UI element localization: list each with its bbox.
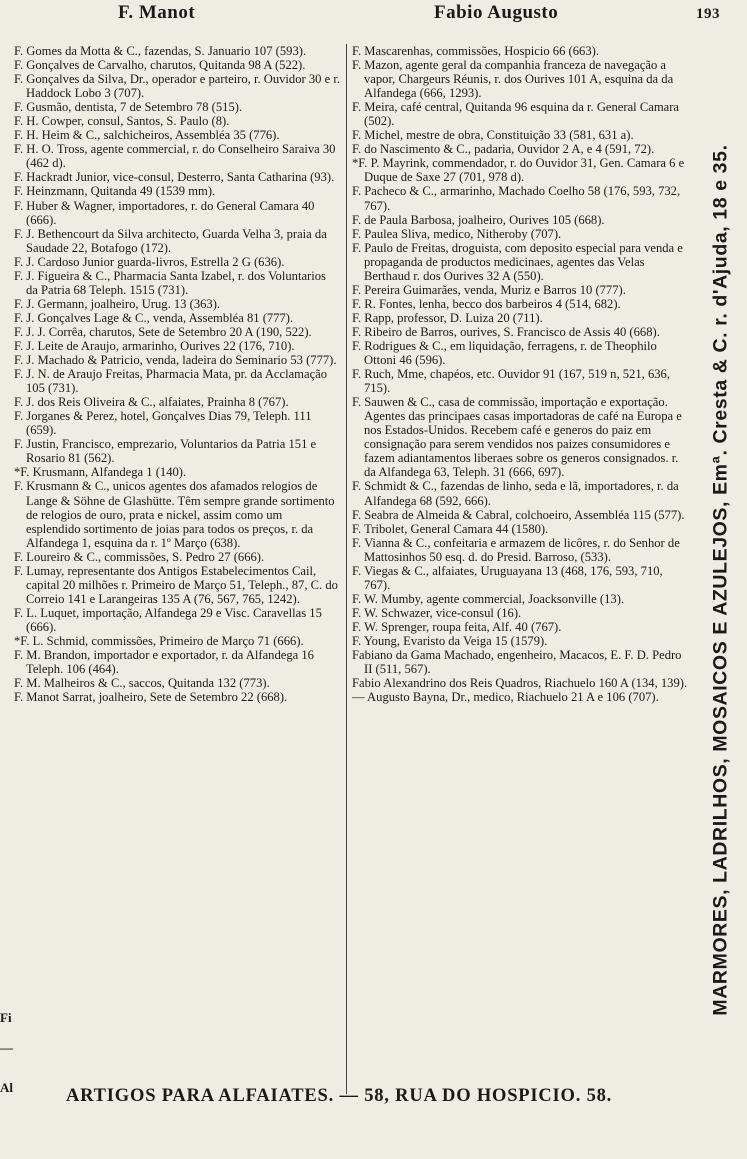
directory-entry: *F. P. Mayrink, commendador, r. do Ouvidor 31, Gen. Camara 6 e Duque de Saxe 27 (701, 978 d). bbox=[352, 156, 685, 185]
directory-entry: F. J. Machado & Patricio, venda, ladeira do Seminario 53 (777). bbox=[14, 353, 337, 368]
directory-entry: F. M. Malheiros & C., saccos, Quitanda 132 (773). bbox=[14, 676, 270, 691]
directory-entry: F. R. Fontes, lenha, becco dos barbeiros 4 (514, 682). bbox=[352, 296, 621, 311]
directory-entry: F. J. Cardoso Junior guarda-livros, Estrella 2 G (636). bbox=[14, 254, 285, 269]
directory-entry: *F. L. Schmid, commissões, Primeiro de Março 71 (666). bbox=[14, 633, 304, 648]
directory-entry: F. do Nascimento & C., padaria, Ouvidor 2 A, e 4 (591, 72). bbox=[352, 142, 655, 157]
directory-entry: F. Gonçalves de Carvalho, charutos, Quitanda 98 A (522). bbox=[14, 58, 306, 73]
directory-entry: F. Tribolet, General Camara 44 (1580). bbox=[352, 521, 549, 536]
directory-entry: F. Schmidt & C., fazendas de linho, seda e lã, importadores, r. da Alfandega 68 (592, 666). bbox=[352, 479, 679, 508]
directory-entry: F. Loureiro & C., commissões, S. Pedro 27 (666). bbox=[14, 549, 265, 564]
page-number: 193 bbox=[696, 6, 720, 22]
directory-entry: F. Mazon, agente geral da companhia franceza de navegação a vapor, Chargeurs Réunis, r. dos Ourives 101 A, esquina da da Alfandega (666, 1293). bbox=[352, 58, 674, 101]
directory-entry: F. Manot Sarrat, joalheiro, Sete de Setembro 22 (668). bbox=[14, 690, 288, 705]
directory-entry: F. J. dos Reis Oliveira & C., alfaiates, Prainha 8 (767). bbox=[14, 395, 289, 410]
directory-entry: F. H. Cowper, consul, Santos, S. Paulo (8). bbox=[14, 114, 230, 129]
directory-entry: F. L. Luquet, importação, Alfandega 29 e Visc. Caravellas 15 (666). bbox=[14, 605, 322, 634]
directory-entry: F. de Paula Barbosa, joalheiro, Ourives 105 (668). bbox=[352, 212, 605, 227]
directory-entry: F. Ribeiro de Barros, ourives, S. Francisco de Assis 40 (668). bbox=[352, 324, 660, 339]
directory-entry: F. Mascarenhas, commissões, Hospicio 66 (663). bbox=[352, 44, 599, 58]
directory-entry: F. Huber & Wagner, importadores, r. do General Camara 40 (666). bbox=[14, 198, 315, 227]
directory-entry: F. J. J. Corrêa, charutos, Sete de Setembro 20 A (190, 522). bbox=[14, 324, 312, 339]
directory-entry: F. H. Heim & C., salchicheiros, Assembléa 35 (776). bbox=[14, 128, 280, 143]
directory-entry: F. Meira, café central, Quitanda 96 esquina da r. General Camara (502). bbox=[352, 100, 679, 129]
side-advert-column bbox=[703, 60, 739, 1100]
directory-entry: F. M. Brandon, importador e exportador, r. da Alfandega 16 Teleph. 106 (464). bbox=[14, 648, 314, 677]
directory-entry: F. W. Sprenger, roupa feita, Alf. 40 (767). bbox=[352, 619, 562, 634]
directory-entry: F. Hackradt Junior, vice-consul, Desterro, Santa Catharina (93). bbox=[14, 170, 335, 185]
directory-entry: F. Seabra de Almeida & Cabral, colchoeiro, Assembléa 115 (577). bbox=[352, 507, 685, 522]
directory-entry: F. Pacheco & C., armarinho, Machado Coelho 58 (176, 593, 732, 767). bbox=[352, 184, 681, 213]
directory-entry: F. Rodrigues & C., em liquidação, ferragens, r. de Theophilo Ottoni 46 (596). bbox=[352, 338, 657, 368]
side-advert: MARMORES, LADRILHOS, MOSAICOS E AZULEJOS, Emª. Cresta & C. r. d'Ajuda, 18 e 35. bbox=[709, 144, 732, 1016]
directory-entry: F. J. N. de Araujo Freitas, Pharmacia Mata, pr. da Acclamação 105 (731). bbox=[14, 367, 328, 396]
directory-entry: F. Gusmão, dentista, 7 de Setembro 78 (515). bbox=[14, 100, 243, 115]
right-column bbox=[352, 44, 692, 704]
directory-entry: F. Justin, Francisco, emprezario, Voluntarios da Patria 151 e Rosario 81 (562). bbox=[14, 437, 317, 466]
directory-entry: — Augusto Bayna, Dr., medico, Riachuelo 21 A e 106 (707). bbox=[352, 690, 659, 705]
directory-entry: F. Ruch, Mme, chapéos, etc. Ouvidor 91 (167, 519 n, 521, 636, 715). bbox=[352, 367, 670, 396]
directory-entry: F. Heinzmann, Quitanda 49 (1539 mm). bbox=[14, 184, 216, 199]
directory-entry: F. Krusmann & C., unicos agentes dos afamados relogios de Lange & Söhne de Glashütte. Têm sempre grande sortimento de relogios de ouro, prata e nickel, assim como um esplendido sortimento de joias para todos os preços, r. da Alfandega 1, esquina da r. 1º Março (638). bbox=[14, 479, 335, 550]
directory-entry: F. Gonçalves da Silva, Dr., operador e parteiro, r. Ouvidor 30 e r. Haddock Lobo 3 (707). bbox=[14, 72, 340, 101]
directory-entry: F. Pereira Guimarães, venda, Muriz e Barros 10 (777). bbox=[352, 282, 626, 297]
directory-entry: F. J. Figueira & C., Pharmacia Santa Izabel, r. dos Voluntarios da Patria 68 Teleph. 1515 (731). bbox=[14, 268, 326, 297]
directory-entry: F. Vianna & C., confeitaria e armazem de licôres, r. do Senhor de Mattosinhos 50 esq. d. do Presid. Barroso, (533). bbox=[352, 535, 680, 564]
header-left: F. Manot bbox=[118, 2, 196, 23]
directory-entry: F. Sauwen & C., casa de commissão, importação e exportação. Agentes das principaes casas importadoras de café na Europa e nos Estados-Unidos. Recebem café e generos do paiz em consignação para serem vendidos nos paizes consumidores e fazem adiantamentos liberaes sobre os generos consignados. r. da Alfandega 63, Teleph. 31 (666, 697). bbox=[352, 395, 682, 480]
directory-entry: Fabiano da Gama Machado, engenheiro, Macacos, E. F. D. Pedro II (511, 567). bbox=[352, 648, 682, 677]
directory-entry: Fabio Alexandrino dos Reis Quadros, Riachuelo 160 A (134, 139). bbox=[352, 676, 688, 691]
directory-entry: F. J. Leite de Araujo, armarinho, Ourives 22 (176, 710). bbox=[14, 338, 295, 353]
margin-fragment: — bbox=[0, 1040, 13, 1055]
directory-entry: F. H. O. Tross, agente commercial, r. do Conselheiro Saraiva 30 (462 d). bbox=[14, 142, 336, 171]
left-column bbox=[14, 44, 340, 704]
header-middle: Fabio Augusto bbox=[434, 2, 559, 23]
directory-entry: F. Paulo de Freitas, droguista, com deposito especial para venda e propaganda de productos medicinaes, agentes das Velas Berthaud r. dos Ourives 32 A (550). bbox=[352, 240, 683, 283]
directory-entry: F. Michel, mestre de obra, Constituição 33 (581, 631 a). bbox=[352, 128, 634, 143]
margin-fragment: Fi bbox=[0, 1010, 12, 1025]
directory-entry: F. W. Schwazer, vice-consul (16). bbox=[352, 605, 522, 620]
footer-advert: ARTIGOS PARA ALFAIATES. — 58, RUA DO HOSPICIO. 58. bbox=[66, 1086, 613, 1106]
directory-entry: F. Lumay, representante dos Antigos Estabelecimentos Cail, capital 20 milhões r. Primeiro de Março 51, Teleph., 87, C. do Correio 141 e Larangeiras 135 A (76, 567, 765, 1242). bbox=[14, 563, 338, 606]
directory-entry: F. J. Bethencourt da Silva architecto, Guarda Velha 3, praia da Saudade 22, Botafogo (172). bbox=[14, 226, 327, 255]
directory-entry: F. Gomes da Motta & C., fazendas, S. Januario 107 (593). bbox=[14, 44, 307, 58]
directory-entry: F. Paulea Sliva, medico, Nitheroby (707). bbox=[352, 226, 562, 241]
directory-entry: *F. Krusmann, Alfandega 1 (140). bbox=[14, 465, 187, 480]
column-divider bbox=[346, 44, 347, 1094]
directory-entry: F. Young, Evaristo da Veiga 15 (1579). bbox=[352, 633, 548, 648]
directory-entry: F. Jorganes & Perez, hotel, Gonçalves Dias 79, Teleph. 111 (659). bbox=[14, 409, 312, 438]
directory-entry: F. J. Gonçalves Lage & C., venda, Assembléa 81 (777). bbox=[14, 310, 294, 325]
directory-entry: F. Viegas & C., alfaiates, Uruguayana 13 (468, 176, 593, 710, 767). bbox=[352, 563, 663, 592]
directory-entry: F. W. Mumby, agente commercial, Joacksonville (13). bbox=[352, 591, 625, 606]
directory-entry: F. Rapp, professor, D. Luiza 20 (711). bbox=[352, 310, 543, 325]
directory-entry: F. J. Germann, joalheiro, Urug. 13 (363). bbox=[14, 296, 221, 311]
margin-fragment: Al bbox=[0, 1080, 13, 1095]
